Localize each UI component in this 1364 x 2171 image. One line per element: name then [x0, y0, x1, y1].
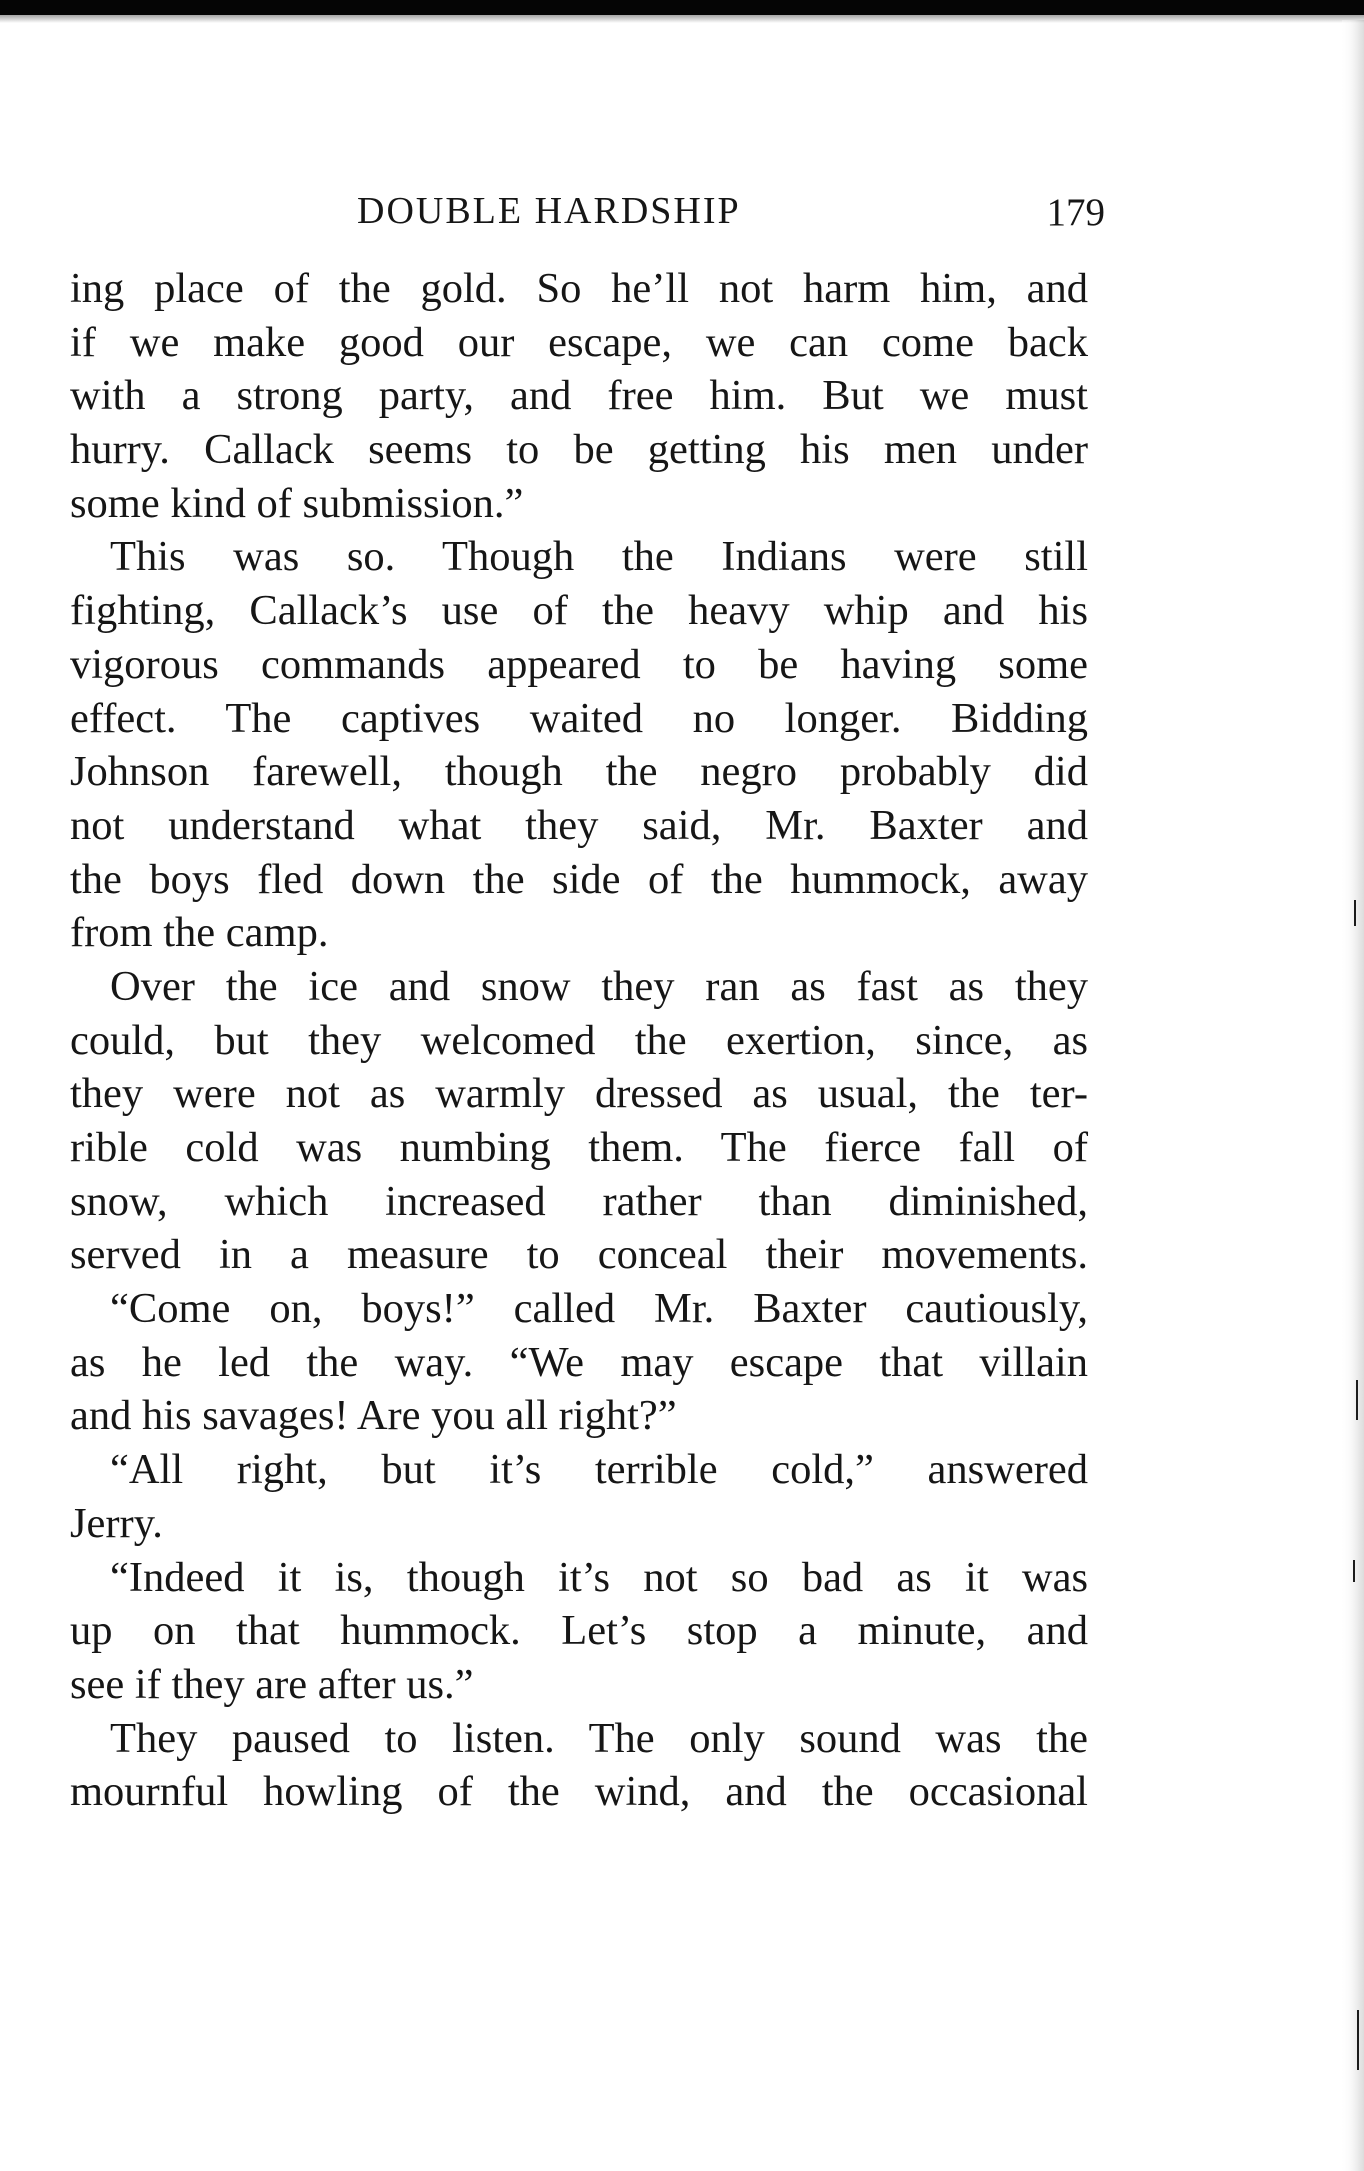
- text-line: snow, which increased rather than diminished,: [70, 1177, 1088, 1225]
- edge-mark: [1356, 1380, 1358, 1420]
- text-line: vigorous commands appeared to be having some: [70, 640, 1088, 688]
- page-number: 179: [1046, 191, 1105, 234]
- text-line: This was so. Though the Indians were still: [110, 533, 1088, 581]
- body-text: [70, 262, 1088, 1819]
- text-line: and his savages! Are you all right?”: [70, 1392, 677, 1440]
- text-line: served in a measure to conceal their movements.: [70, 1231, 1088, 1279]
- text-line: “All right, but it’s terrible cold,” answered: [110, 1446, 1088, 1494]
- text-line: as he led the way. “We may escape that villain: [70, 1338, 1088, 1386]
- text-line: from the camp.: [70, 909, 329, 957]
- text-line: the boys fled down the side of the hummock, away: [70, 855, 1088, 903]
- text-line: fighting, Callack’s use of the heavy whip and his: [70, 587, 1088, 635]
- running-title: DOUBLE HARDSHIP: [357, 190, 741, 232]
- edge-mark: [1357, 2010, 1359, 2070]
- edge-mark: [1353, 1560, 1355, 1582]
- text-line: “Come on, boys!” called Mr. Baxter cautiously,: [110, 1285, 1088, 1333]
- text-line: They paused to listen. The only sound was the: [110, 1714, 1088, 1762]
- edge-mark: [1354, 900, 1356, 926]
- text-line: up on that hummock. Let’s stop a minute, and: [70, 1607, 1088, 1655]
- text-line: hurry. Callack seems to be getting his men under: [70, 426, 1088, 474]
- text-line: they were not as warmly dressed as usual, the ter-: [70, 1070, 1088, 1118]
- text-line: could, but they welcomed the exertion, since, as: [70, 1016, 1088, 1064]
- text-line: Over the ice and snow they ran as fast as they: [110, 962, 1088, 1010]
- text-line: mournful howling of the wind, and the occasional: [70, 1768, 1088, 1816]
- text-line: rible cold was numbing them. The fierce fall of: [70, 1124, 1088, 1171]
- text-line: “Indeed it is, though it’s not so bad as it was: [110, 1553, 1088, 1601]
- text-line: some kind of submission.”: [70, 479, 524, 527]
- scan-top-border: [0, 0, 1364, 15]
- text-line: Johnson farewell, though the negro probably did: [70, 748, 1088, 796]
- text-line: Jerry.: [70, 1499, 163, 1547]
- text-line: see if they are after us.”: [70, 1660, 474, 1708]
- scan-top-shadow: [0, 15, 1364, 23]
- text-line: ing place of the gold. So he’ll not harm him, and: [70, 265, 1088, 312]
- text-line: if we make good our escape, we can come back: [70, 318, 1088, 366]
- text-line: with a strong party, and free him. But we must: [70, 372, 1088, 420]
- page-right-edge: [1342, 20, 1364, 2171]
- text-line: effect. The captives waited no longer. Bidding: [70, 694, 1088, 742]
- page-header: [357, 186, 1105, 244]
- text-line: not understand what they said, Mr. Baxter and: [70, 801, 1088, 849]
